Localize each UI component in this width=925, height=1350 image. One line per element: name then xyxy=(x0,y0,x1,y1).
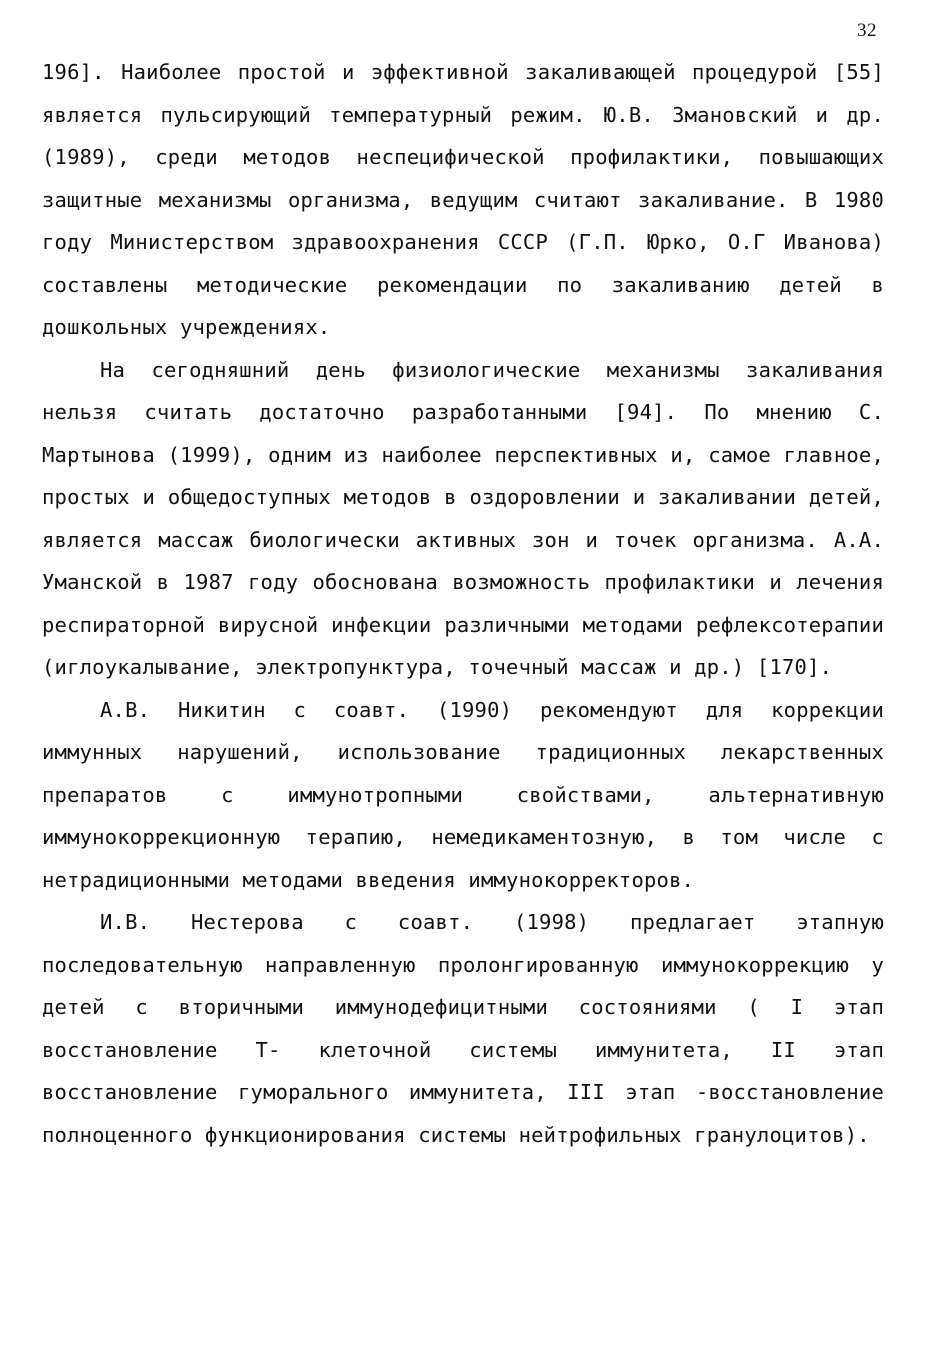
body-text xyxy=(42,51,884,1156)
page-number: 32 xyxy=(857,20,877,41)
paragraph-hardening-methods: 196]. Наиболее простой и эффективной закаливающей процедурой [55] является пульсирующий температурный режим. Ю.В. Змановский и др. (1989), среди методов неспецифической профилактики, повышающих защитные механизмы организма, ведущим считают закаливание. В 1980 году Министерством здравоохранения СССР (Г.П. Юрко, О.Г Иванова) составлены методические рекомендации по закаливанию детей в дошкольных учреждениях. xyxy=(42,60,884,339)
paragraph-immune-correction: А.В. Никитин с соавт. (1990) рекомендуют для коррекции иммунных нарушений, использование традиционных лекарственных препаратов с иммунотропными свойствами, альтернативную иммунокоррекционную терапию, немедикаментозную, в том числе с нетрадиционными методами введения иммунокорректоров. xyxy=(42,697,884,892)
paragraph-physiological-mechanisms: На сегодняшний день физиологические механизмы закаливания нельзя считать достаточно разработанными [94]. По мнению С. Мартынова (1999), одним из наиболее перспективных и, самое главное, простых и общедоступных методов в оздоровлении и закаливании детей, является массаж биологически активных зон и точек организма. А.А. Уманской в 1987 году обоснована возможность профилактики и лечения респираторной вирусной инфекции различными методами рефлексотерапии (иглоукалывание, электропунктура, точечный массаж и др.) [170]. xyxy=(42,357,884,679)
paragraph-staged-immunocorrection: И.В. Нестерова с соавт. (1998) предлагает этапную последовательную направленную пролонгированную иммунокоррекцию у детей с вторичными иммунодефицитными состояниями ( I этап восстановление Т- клеточной системы иммунитета, II этап восстановление гуморального иммунитета, III этап -восстановление полноценного функционирования системы нейтрофильных гранулоцитов). xyxy=(42,910,884,1147)
